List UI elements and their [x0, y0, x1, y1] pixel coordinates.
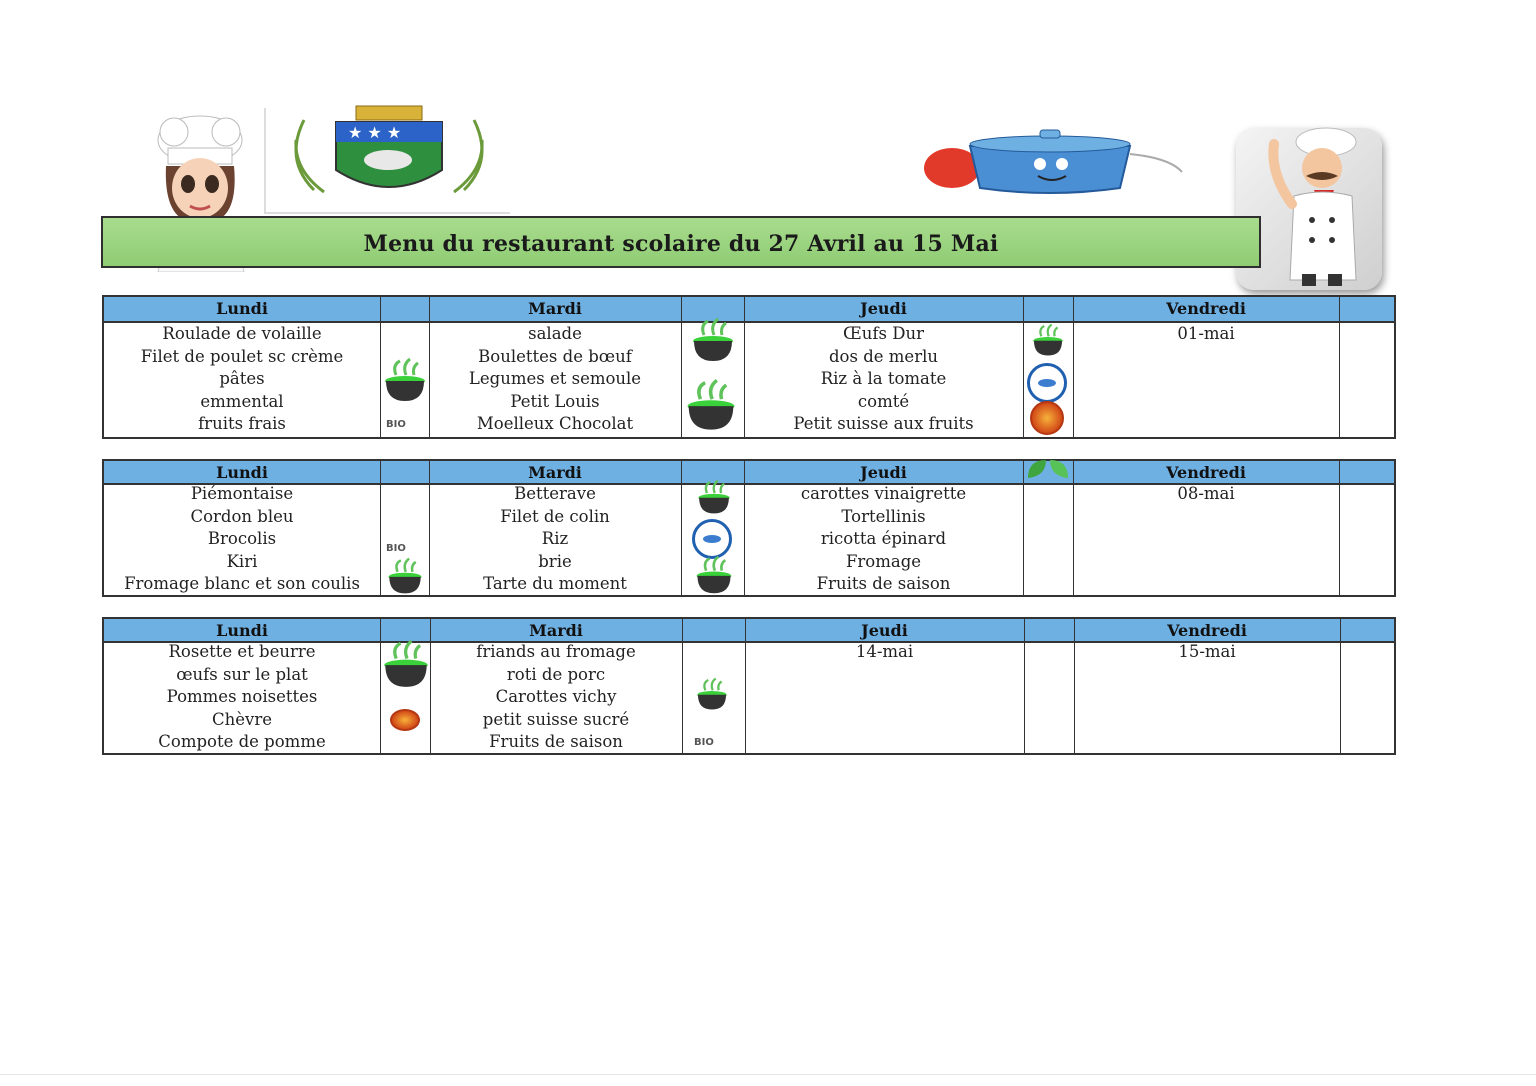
- sustainable-fishing-label-icon: [692, 519, 732, 559]
- mardi-dishes: [429, 483, 681, 596]
- dish: emmental: [200, 391, 284, 411]
- dish: Fromage: [845, 551, 922, 571]
- dish: Tarte du moment: [483, 574, 627, 594]
- dish: ricotta épinard: [820, 529, 947, 549]
- vendredi-dishes: [1073, 323, 1339, 346]
- vendredi-dishes: [1074, 641, 1340, 664]
- homemade-pot-icon: [382, 357, 428, 403]
- sustainable-fishing-label-icon: [1027, 363, 1067, 403]
- dish: 01-mai: [1177, 324, 1235, 343]
- dish: 08-mai: [1177, 484, 1235, 503]
- dish: Moelleux Chocolat: [476, 414, 634, 434]
- dish: Riz: [541, 529, 569, 549]
- header-mardi: Mardi: [528, 299, 582, 318]
- dish: Œufs Dur: [843, 324, 924, 343]
- dish: Boulettes de bœuf: [478, 346, 632, 366]
- lundi-dishes: [104, 641, 380, 754]
- header-lundi: Lundi: [216, 621, 268, 640]
- header-jeudi: Jeudi: [860, 463, 907, 482]
- page-title: Menu du restaurant scolaire du 27 Avril au 15 Mai: [363, 231, 999, 257]
- homemade-pot-icon: [382, 557, 428, 595]
- dish: Riz à la tomate: [820, 369, 947, 389]
- header-vendredi: Vendredi: [1166, 299, 1246, 318]
- dish: Kiri: [226, 551, 258, 571]
- svg-text:★ ★ ★: ★ ★ ★: [348, 123, 402, 142]
- coat-of-arms-logo: [274, 100, 504, 204]
- jeudi-dishes: [744, 483, 1023, 596]
- homemade-pot-icon: [381, 639, 431, 689]
- dish: petit suisse sucré: [482, 709, 630, 729]
- dish: comté: [857, 391, 910, 411]
- header-lundi: Lundi: [216, 299, 268, 318]
- dish: Brocolis: [207, 529, 277, 549]
- dish: roti de porc: [506, 664, 606, 684]
- dish: Cordon bleu: [190, 506, 294, 526]
- header-mardi: Mardi: [529, 621, 583, 640]
- dish: brie: [538, 551, 572, 571]
- homemade-pot-icon: [1024, 323, 1072, 357]
- homemade-pot-icon: [684, 375, 738, 435]
- homemade-pot-icon: [688, 677, 736, 711]
- lundi-dishes: [104, 323, 380, 436]
- cooking-pot-illustration: [920, 128, 1190, 198]
- jeudi-dishes: [744, 323, 1023, 436]
- mustache-chef-illustration: [1244, 124, 1378, 288]
- week-header-row: [104, 461, 1394, 485]
- dish: Rosette et beurre: [168, 642, 316, 661]
- header-jeudi: Jeudi: [860, 299, 907, 318]
- header-vendredi: Vendredi: [1167, 621, 1247, 640]
- dish: œufs sur le plat: [176, 664, 308, 684]
- homemade-pot-icon: [690, 317, 736, 363]
- dish: salade: [528, 324, 582, 343]
- header-jeudi: Jeudi: [861, 621, 908, 640]
- bio-label-icon: BIO: [386, 419, 406, 430]
- dish: Petit suisse aux fruits: [793, 414, 974, 434]
- dish: Legumes et semoule: [468, 369, 642, 389]
- bio-label-icon: BIO: [694, 737, 714, 748]
- title-band: [101, 216, 1261, 268]
- vendredi-dishes: [1073, 483, 1339, 506]
- dish: Fruits de saison: [816, 574, 951, 594]
- dish: Tortellinis: [841, 506, 926, 526]
- week-table-3: [102, 617, 1396, 755]
- dish: friands au fromage: [476, 642, 636, 661]
- dish: dos de merlu: [829, 346, 938, 366]
- homemade-pot-icon: [690, 555, 738, 595]
- dish: carottes vinaigrette: [800, 484, 967, 503]
- week-table-1: [102, 295, 1396, 439]
- mardi-dishes: [429, 323, 681, 436]
- week-header-row: [104, 619, 1394, 643]
- dish: Filet de poulet sc crème: [140, 346, 344, 366]
- dish: Filet de colin: [500, 506, 610, 526]
- dish: Fromage blanc et son coulis: [124, 574, 360, 594]
- lundi-dishes: [104, 483, 380, 596]
- dish: pâtes: [219, 369, 265, 389]
- dish: Chèvre: [212, 709, 272, 729]
- dish: fruits frais: [198, 414, 286, 434]
- dish: 15-mai: [1178, 642, 1236, 661]
- dish: Fruits de saison: [489, 732, 623, 752]
- dish: Pommes noisettes: [166, 687, 318, 707]
- dish: Betterave: [514, 484, 596, 503]
- dish: Piémontaise: [190, 484, 294, 503]
- bio-label-icon: BIO: [386, 543, 406, 554]
- header-mardi: Mardi: [528, 463, 582, 482]
- vegetarian-leaf-icon: [1024, 456, 1072, 482]
- mardi-dishes: [430, 641, 682, 754]
- aop-label-icon: [390, 709, 420, 731]
- week-header-row: [104, 297, 1394, 323]
- dish: Compote de pomme: [158, 732, 326, 752]
- homemade-pot-icon: [690, 479, 738, 515]
- header-vendredi: Vendredi: [1166, 463, 1246, 482]
- dish: 14-mai: [855, 642, 914, 661]
- aop-label-icon: [1030, 401, 1064, 435]
- dish: Petit Louis: [510, 391, 600, 411]
- dish: Carottes vichy: [495, 687, 617, 707]
- dish: Roulade de volaille: [162, 324, 322, 343]
- week-table-2: [102, 459, 1396, 597]
- header-lundi: Lundi: [216, 463, 268, 482]
- bottom-rule: [0, 1074, 1536, 1075]
- jeudi-dishes: [745, 641, 1024, 664]
